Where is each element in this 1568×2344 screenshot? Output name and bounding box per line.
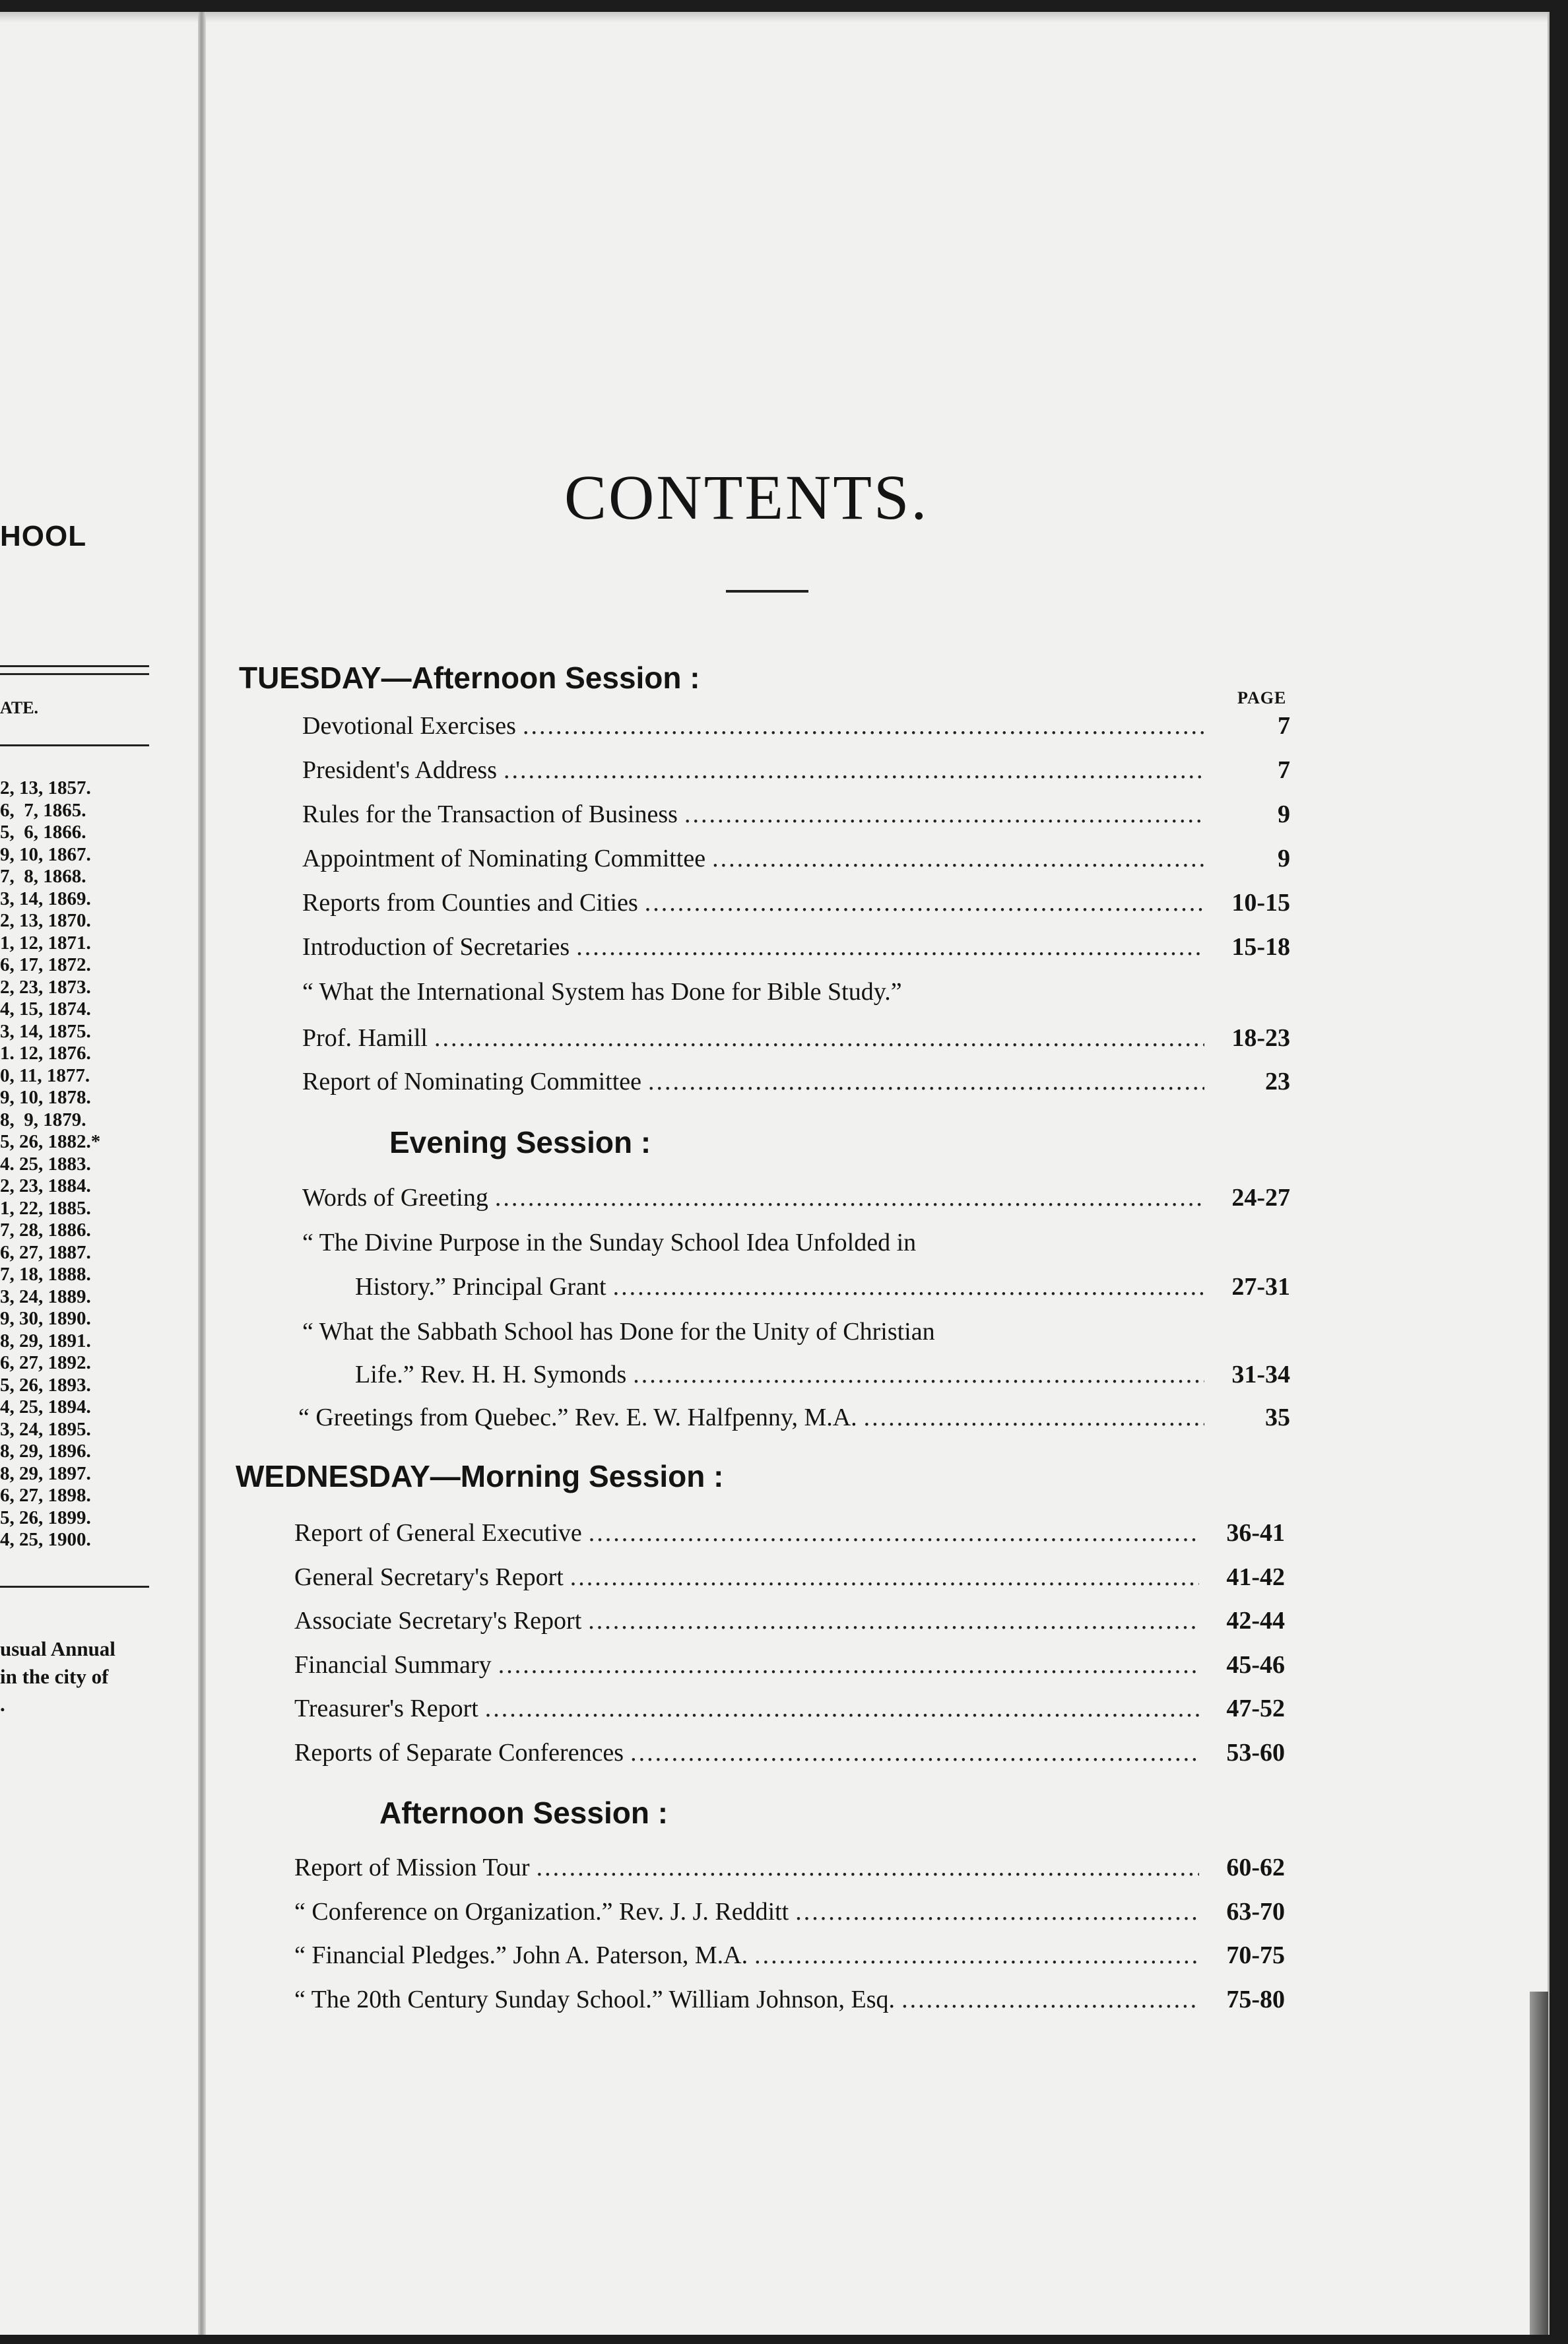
toc-row-page: 23: [1265, 1068, 1290, 1095]
toc-row-leader: [645, 888, 1204, 917]
fragment-rule: [0, 665, 149, 667]
toc-row-leader: [434, 1024, 1204, 1053]
toc-row-label: Financial Summary: [294, 1650, 492, 1679]
toc-row-label: Introduction of Secretaries: [302, 933, 570, 961]
section-tuesday-evening: Evening Session :: [389, 1125, 651, 1159]
toc-row-leader: [633, 1360, 1204, 1389]
page-column-header: PAGE: [1237, 688, 1287, 707]
toc-row-page: 42-44: [1226, 1607, 1285, 1635]
toc-row-label: Report of Nominating Committee: [302, 1068, 641, 1095]
toc-row-label: Report of General Executive: [294, 1519, 582, 1547]
toc-row-leader: [754, 1941, 1199, 1970]
toc-row-leader: [712, 844, 1204, 873]
page-gutter: [198, 12, 206, 2335]
toc-row-page: 36-41: [1226, 1519, 1285, 1547]
section-wednesday-afternoon: Afternoon Session :: [379, 1796, 669, 1830]
toc-row: [302, 800, 1290, 833]
toc-row-label: Prof. Hamill: [302, 1024, 428, 1052]
fragment-date-list: 2, 13, 1857. 6, 7, 1865. 5, 6, 1866. 9, 10, 1867. 7, 8, 1868. 3, 14, 1869. 2, 13, 1870. 1, 12, 1871. 6, 17, 1872. 2, 23, 1873. 4, 15, 1874. 3, 14, 1875. 1. 12, 1876. 0, 11, 1877. 9, 10, 1878. 8, 9, 1879. 5, 26, 1882.* 4. 25, 1883. 2, 23, 1884. 1, 22, 1885. 7, 28, 1886. 6, 27, 1887. 7, 18, 1888. 3, 24, 1889. 9, 30, 1890. 8, 29, 1891. 6, 27, 1892. 5, 26, 1893. 4, 25, 1894. 3, 24, 1895. 8, 29, 1896. 8, 29, 1897. 6, 27, 1898. 5, 26, 1899. 4, 25, 1900.: [0, 777, 101, 1550]
toc-row-page: 7: [1278, 712, 1290, 740]
toc-row-page: 75-80: [1226, 1985, 1285, 2013]
toc-row-leader: [523, 711, 1204, 740]
toc-row: [302, 1024, 1290, 1057]
toc-row-leader: [504, 756, 1204, 785]
toc-row: [294, 1897, 1285, 1930]
toc-row: [302, 756, 1290, 789]
toc-row: [302, 711, 1290, 744]
toc-row: [294, 1941, 1285, 1974]
section-wednesday-morning: WEDNESDAY—Morning Session :: [236, 1459, 724, 1493]
toc-row-label: “ The 20th Century Sunday School.” William Johnson, Esq.: [294, 1985, 896, 2013]
toc-row-leader: [684, 800, 1204, 829]
toc-row-label: “ Financial Pledges.” John A. Paterson, M.A.: [294, 1941, 748, 1969]
toc-row-page: 18-23: [1231, 1024, 1290, 1052]
toc-row: [302, 888, 1290, 921]
toc-row-page: 9: [1278, 800, 1290, 828]
toc-row-label: Life.” Rev. H. H. Symonds: [355, 1361, 627, 1388]
toc-row-leader: [795, 1897, 1199, 1926]
page-title: CONTENTS.: [564, 462, 929, 533]
toc-row: [302, 844, 1290, 877]
toc-row-leader: [570, 1563, 1199, 1592]
toc-row-label: Reports from Counties and Cities: [302, 889, 638, 917]
toc-row-label: President's Address: [302, 756, 498, 784]
toc-row-label: Appointment of Nominating Committee: [302, 845, 706, 872]
toc-row-label: “ Greetings from Quebec.” Rev. E. W. Halfpenny, M.A.: [298, 1404, 857, 1431]
fragment-rule: [0, 744, 149, 746]
toc-row-label: Treasurer's Report: [294, 1695, 478, 1722]
toc-row-page: 63-70: [1226, 1897, 1285, 1926]
toc-row-label: History.” Principal Grant: [355, 1273, 606, 1301]
toc-row-leader: [588, 1606, 1199, 1635]
toc-row-leader: [576, 932, 1204, 961]
toc-row: [294, 1606, 1285, 1639]
scanned-page: [0, 12, 1550, 2335]
toc-row: [298, 1403, 1290, 1436]
toc-row-page: 24-27: [1231, 1184, 1290, 1212]
toc-row-leader: [630, 1738, 1199, 1767]
toc-row: [294, 1694, 1285, 1727]
facing-page-fragment: [0, 12, 198, 2335]
toc-entry-text: “ What the Sabbath School has Done for the Unity of Christian: [302, 1318, 935, 1346]
toc-row: [294, 1985, 1285, 2018]
toc-row-label: Words of Greeting: [302, 1184, 488, 1212]
toc-row-leader: [485, 1694, 1199, 1723]
toc-entry-text: “ What the International System has Done for Bible Study.”: [302, 978, 902, 1006]
toc-row-page: 35: [1265, 1404, 1290, 1431]
toc-row-leader: [648, 1067, 1204, 1096]
toc-row-label: “ Conference on Organization.” Rev. J. J. Redditt: [294, 1897, 789, 1926]
toc-row-leader: [864, 1403, 1204, 1432]
toc-row: [355, 1360, 1290, 1393]
toc-row: [302, 932, 1290, 965]
fragment-paragraph: usual Annual in the city of .: [0, 1637, 115, 1716]
toc-row: [302, 1067, 1290, 1100]
toc-row-page: 7: [1278, 756, 1290, 784]
toc-row-leader: [537, 1853, 1199, 1882]
title-rule: [726, 590, 808, 593]
page-edge-shadow: [1530, 1992, 1548, 2335]
toc-row-leader: [613, 1272, 1204, 1301]
toc-row-page: 60-62: [1226, 1854, 1285, 1881]
toc-row-page: 10-15: [1231, 889, 1290, 917]
toc-row-label: General Secretary's Report: [294, 1563, 564, 1591]
toc-row-page: 41-42: [1226, 1563, 1285, 1591]
toc-row-page: 31-34: [1231, 1361, 1290, 1388]
toc-row-page: 27-31: [1231, 1273, 1290, 1301]
toc-row-page: 53-60: [1226, 1738, 1285, 1767]
page-top-shadow: [0, 12, 1548, 22]
fragment-heading: HOOL: [0, 520, 87, 552]
toc-row-leader: [901, 1985, 1199, 2014]
fragment-rule: [0, 1586, 149, 1588]
toc-row-page: 45-46: [1226, 1650, 1285, 1679]
toc-row: [294, 1650, 1285, 1683]
toc-row-label: Associate Secretary's Report: [294, 1607, 582, 1635]
toc-row-page: 15-18: [1231, 933, 1290, 961]
fragment-rule: [0, 673, 149, 675]
toc-row-label: Reports of Separate Conferences: [294, 1738, 624, 1767]
toc-row: [294, 1853, 1285, 1886]
toc-row: [294, 1518, 1285, 1551]
toc-row-label: Report of Mission Tour: [294, 1854, 530, 1881]
toc-row-leader: [498, 1650, 1199, 1679]
toc-row-page: 47-52: [1226, 1695, 1285, 1722]
toc-row-label: Devotional Exercises: [302, 712, 516, 740]
toc-row-leader: [495, 1183, 1204, 1212]
toc-row-page: 9: [1278, 845, 1290, 872]
toc-row-leader: [589, 1518, 1199, 1547]
toc-row: [302, 1183, 1290, 1216]
toc-row-page: 70-75: [1226, 1941, 1285, 1969]
toc-row: [294, 1563, 1285, 1596]
toc-row-label: Rules for the Transaction of Business: [302, 800, 678, 828]
toc-entry-text: “ The Divine Purpose in the Sunday School Idea Unfolded in: [302, 1229, 917, 1256]
fragment-column-header: ATE.: [0, 698, 39, 717]
section-tuesday-afternoon: TUESDAY—Afternoon Session :: [239, 661, 700, 695]
toc-row: [294, 1738, 1285, 1771]
toc-row: [355, 1272, 1290, 1305]
